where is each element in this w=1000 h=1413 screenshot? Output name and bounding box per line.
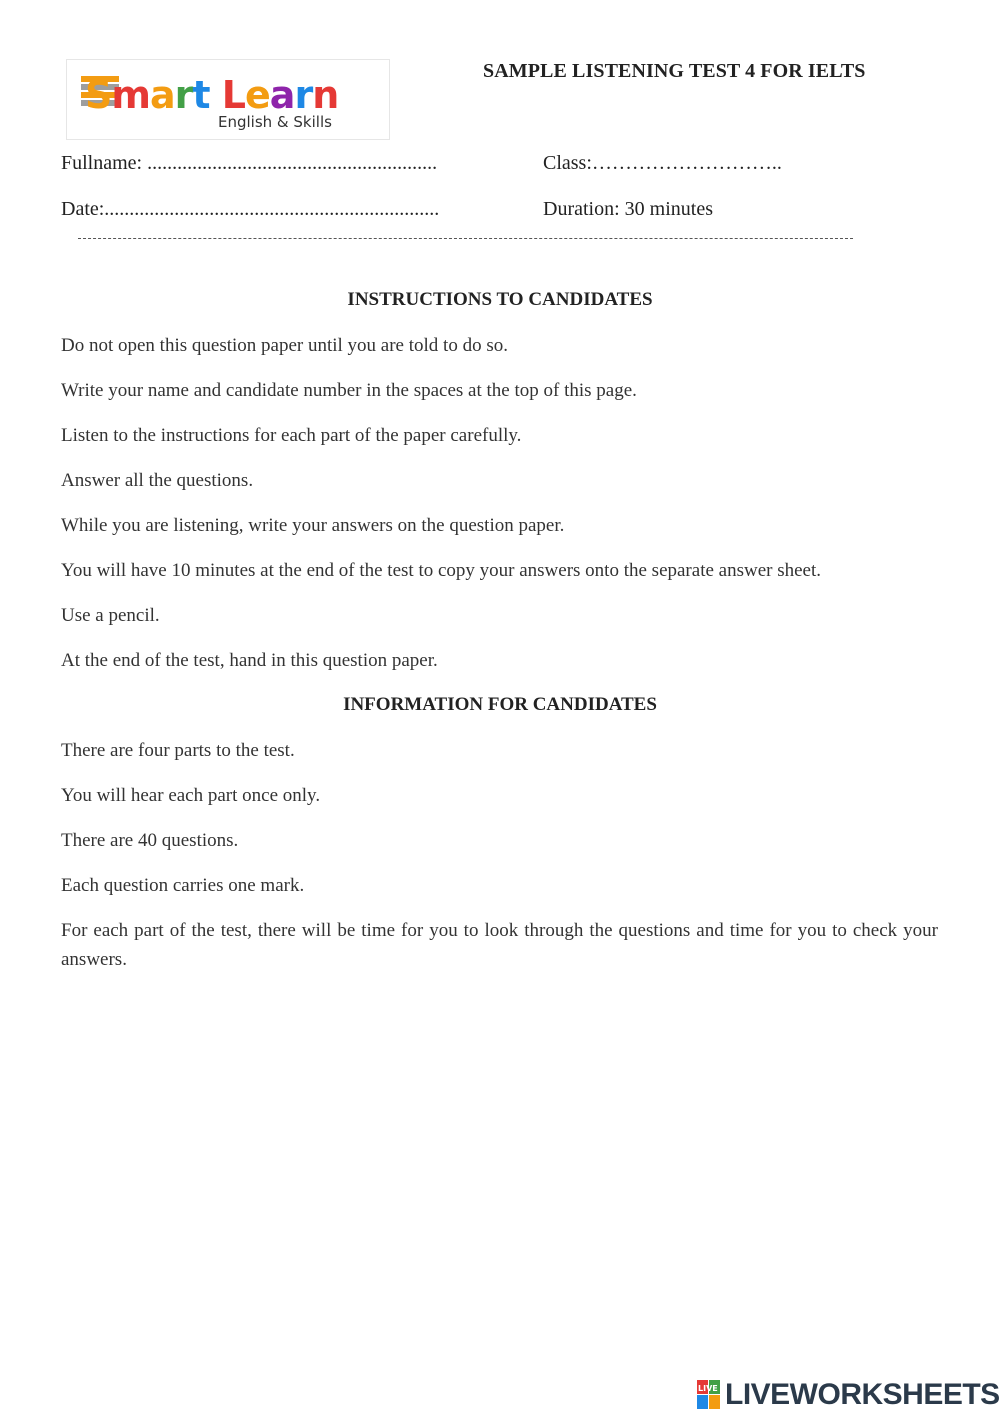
liveworksheets-watermark[interactable] [697, 1378, 1000, 1412]
instruction-item: While you are listening, write your answers on the question paper. [61, 515, 565, 536]
liveworksheets-logo-icon [697, 1380, 721, 1410]
class-field[interactable]: Class:……………………….. [543, 152, 782, 174]
information-item: There are four parts to the test. [61, 740, 295, 761]
dashed-divider [78, 238, 853, 239]
fullname-field[interactable]: Fullname: .......................................................... [61, 152, 438, 174]
instruction-item: You will have 10 minutes at the end of the test to copy your answers onto the separate answer sheet. [61, 560, 821, 581]
duration-label: Duration: 30 minutes [543, 198, 713, 220]
watermark-text: LIVEWORKSHEETS [725, 1378, 1000, 1411]
information-item: Each question carries one mark. [61, 875, 305, 896]
information-heading: INFORMATION FOR CANDIDATES [343, 694, 657, 715]
information-item: For each part of the test, there will be time for you to look through the questions and time for you to check your answers. [61, 920, 938, 970]
information-item: You will hear each part once only. [61, 785, 321, 806]
instruction-item: Do not open this question paper until you are told to do so. [61, 335, 508, 356]
instructions-heading: INSTRUCTIONS TO CANDIDATES [347, 289, 653, 310]
instruction-item: Listen to the instructions for each part of the paper carefully. [61, 425, 522, 446]
smart-learn-logo [75, 66, 380, 134]
instruction-item: Write your name and candidate number in the spaces at the top of this page. [61, 380, 637, 401]
instruction-item: Use a pencil. [61, 605, 160, 626]
badge-text: LIVE [698, 1384, 718, 1393]
document-title: SAMPLE LISTENING TEST 4 FOR IELTS [483, 60, 866, 82]
instruction-item: At the end of the test, hand in this question paper. [61, 650, 438, 671]
instruction-item: Answer all the questions. [61, 470, 254, 491]
date-field[interactable]: Date:................................................................... [61, 198, 440, 220]
logo [66, 59, 390, 140]
logo-tagline: English & Skills [218, 113, 332, 131]
information-item: There are 40 questions. [61, 830, 239, 851]
svg-text:Smart Learn: Smart Learn [85, 73, 339, 117]
